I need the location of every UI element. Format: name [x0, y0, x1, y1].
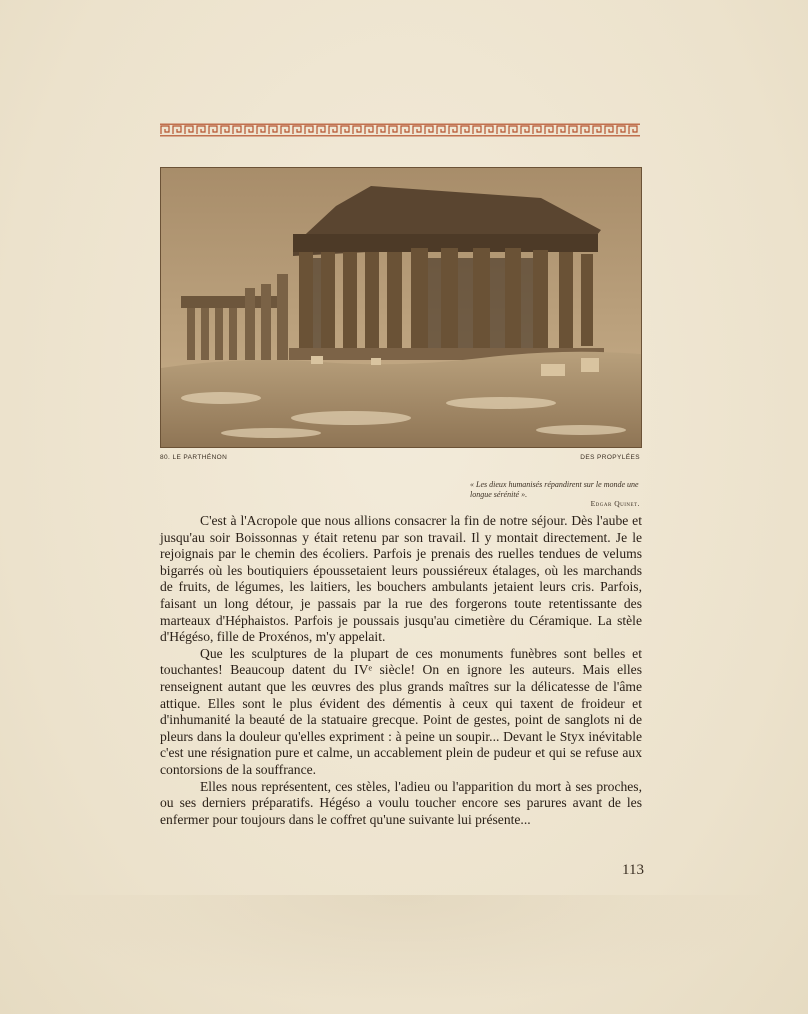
- greek-key-border: [160, 123, 640, 137]
- paragraph-2: Que les sculptures de la plupart de ces monuments funèbres sont belles et touchantes! Beaucoup datent du IVᵉ siècle! On en ignore les auteurs. Mais elles renseignent autant que les œuvres des plus grands maîtres sur la délicatesse de l'âme attique. Elles sont le plus évident des démentis à ceux qui taxent de froideur et d'inhumanité la beauté de la statuaire grecque. Point de gestes, point de sanglots ni de pleurs dans la douleur qu'elles expriment : à peine un soupir... Devant le Styx inévitable c'est une résignation pure et calme, un accablement plein de pudeur et qui se refuse aux contorsions de la souffrance.: [160, 645, 642, 777]
- epigraph-quote: « Les dieux humanisés répandirent sur le monde une longue sérénité ».: [470, 480, 639, 499]
- epigraph-author: Edgar Quinet.: [590, 499, 640, 508]
- page-number: 113: [622, 862, 644, 878]
- figure-caption-left: 80. LE PARTHÉNON: [160, 454, 228, 461]
- parthenon-photograph: [160, 167, 642, 448]
- paragraph-1: C'est à l'Acropole que nous allions consacrer la fin de notre séjour. Dès l'aube et jusqu'au soir Boissonnas y était retenu par son travail. Il y montait directement. Je le rejoignais par le chemin des écoliers. Parfois je prenais des ruelles tendues de velums bigarrés où les boutiquiers époussetaient leurs poussiéreux étalages, où les marchands de fruits, de légumes, les laitiers, les bouchers ambulants jetaient leurs cris. Parfois, faisant un long détour, je passais par la rue des forgerons toute retentissante des marteaux d'Héphaistos. Parfois je poussais jusqu'au cimetière du Céramique. La stèle d'Hégéso, fille de Proxénos, m'y appelait.: [160, 513, 642, 645]
- figure-caption-right: DES PROPYLÉES: [580, 454, 640, 461]
- water-stain: [0, 895, 808, 1014]
- body-text: [160, 513, 642, 828]
- paragraph-3: Elles nous représentent, ces stèles, l'adieu ou l'apparition du mort à ses proches, ou ses derniers préparatifs. Hégéso a voulu toucher encore ses parures avant de les enfermer pour toujours dans le coffret qu'une suivante lui présente...: [160, 778, 642, 827]
